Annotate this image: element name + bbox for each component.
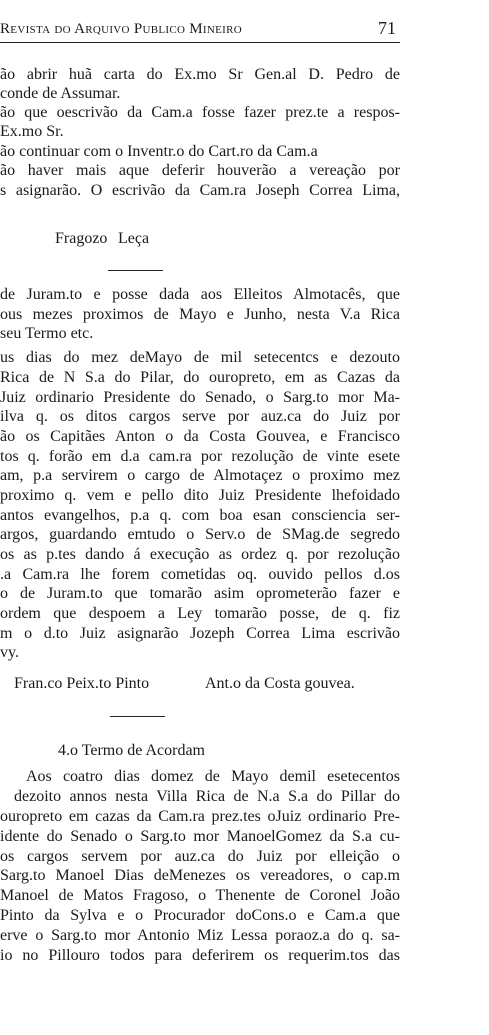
text-line: idente do Senado o Sarg.to mor ManoelGomez da S.a cu- — [0, 828, 400, 845]
signature: Leça — [118, 230, 150, 247]
text-line: vy. — [0, 644, 19, 661]
text-line: Aos coatro dias domez de Mayo demil esetecentos — [26, 768, 400, 785]
text-line: m o d.to Juiz asignarão Jozeph Correa Lima escrivão — [0, 625, 400, 642]
text-line: proximo q. vem e pello dito Juiz Presidente lhefoidado — [0, 487, 400, 504]
text-line: ous mezes proximos de Mayo e Junho, nesta V.a Rica — [0, 306, 400, 323]
text-line: Rica de N S.a do Pilar, do ouropreto, em as Cazas da — [0, 369, 400, 386]
text-line: ão continuar com o Inventr.o do Cart.ro da Cam.a — [0, 143, 318, 160]
text-line: tos q. forão em d.a cam.ra por rezolução de vinte esete — [0, 448, 400, 465]
text-line: io no Pillouro todos para deferirem os requerim.tos das — [0, 947, 400, 964]
page-number: 71 — [378, 18, 396, 38]
text-line: ilva q. os ditos cargos serve por auz.ca do Juiz por — [0, 408, 400, 425]
text-line: seu Termo etc. — [0, 325, 94, 342]
text-line: os cargos servem por auz.ca do Juiz por elleição o — [0, 848, 400, 865]
text-line: .a Cam.ra lhe forem cometidas oq. ouvido pellos d.os — [0, 566, 400, 583]
text-line: am, p.a servirem o cargo de Almotaçez o proximo mez — [0, 467, 400, 484]
text-line: ão haver mais aque deferir houverão a vereação por — [0, 162, 400, 179]
text-line: us dias do mez deMayo de mil setecentcs e dezouto — [0, 349, 400, 366]
text-line: Sarg.to Manoel Dias deMenezes os vereadores, o cap.m — [0, 867, 400, 884]
page-header — [0, 18, 400, 43]
signature: Ant.o da Costa gouvea. — [205, 675, 355, 692]
text-line: erve o Sarg.to mor Antonio Miz Lessa poraoz.a do q. sa- — [0, 927, 400, 944]
section-divider — [110, 716, 165, 717]
text-line: conde de Assumar. — [0, 85, 121, 102]
text-line: ordem que despoem a Ley tomarão posse, de q. fiz — [0, 605, 400, 622]
section-heading: 4.o Termo de Acordam — [58, 742, 205, 759]
text-line: Juiz ordinario Presidente do Senado, o Sarg.to mor Ma- — [0, 389, 400, 406]
text-line: argos, guardando emtudo o Serv.o de SMag.de segredo — [0, 526, 400, 543]
text-line: os as p.tes dando á execução as ordez q. por rezolução — [0, 546, 400, 563]
section-divider — [108, 270, 163, 271]
text-line: o de Juram.to que tomarão asim oprometerão fazer e — [0, 585, 400, 602]
text-line: ão que oescrivão da Cam.a fosse fazer prez.te a respos- — [0, 104, 400, 121]
text-line: dezoito annos nesta Villa Rica de N.a S.a do Pillar do — [14, 788, 400, 805]
running-title: Revista do Arquivo Publico Mineiro — [0, 21, 242, 37]
text-line: antos evangelhos, p.a q. com boa esan consciencia ser- — [0, 507, 400, 524]
text-line: de Juram.to e posse dada aos Elleitos Almotacês, que — [0, 286, 400, 303]
text-line: ão os Capitães Anton o da Costa Gouvea, e Francisco — [0, 428, 400, 445]
text-line: s asignarão. O escrivão da Cam.ra Joseph Correa Lima, — [0, 182, 400, 199]
signature: Fran.co Peix.to Pinto — [14, 675, 150, 692]
signature: Fragozo — [55, 230, 108, 247]
text-line: Manoel de Matos Fragoso, o Thenente de Coronel João — [0, 887, 400, 904]
text-line: Ex.mo Sr. — [0, 123, 64, 140]
text-line: Pinto da Sylva e o Procurador doCons.o e Cam.a que — [0, 907, 400, 924]
text-line: ouropreto em cazas da Cam.ra prez.tes oJuiz ordinario Pre- — [0, 808, 400, 825]
text-line: ão abrir huã carta do Ex.mo Sr Gen.al D. Pedro de — [0, 66, 400, 83]
